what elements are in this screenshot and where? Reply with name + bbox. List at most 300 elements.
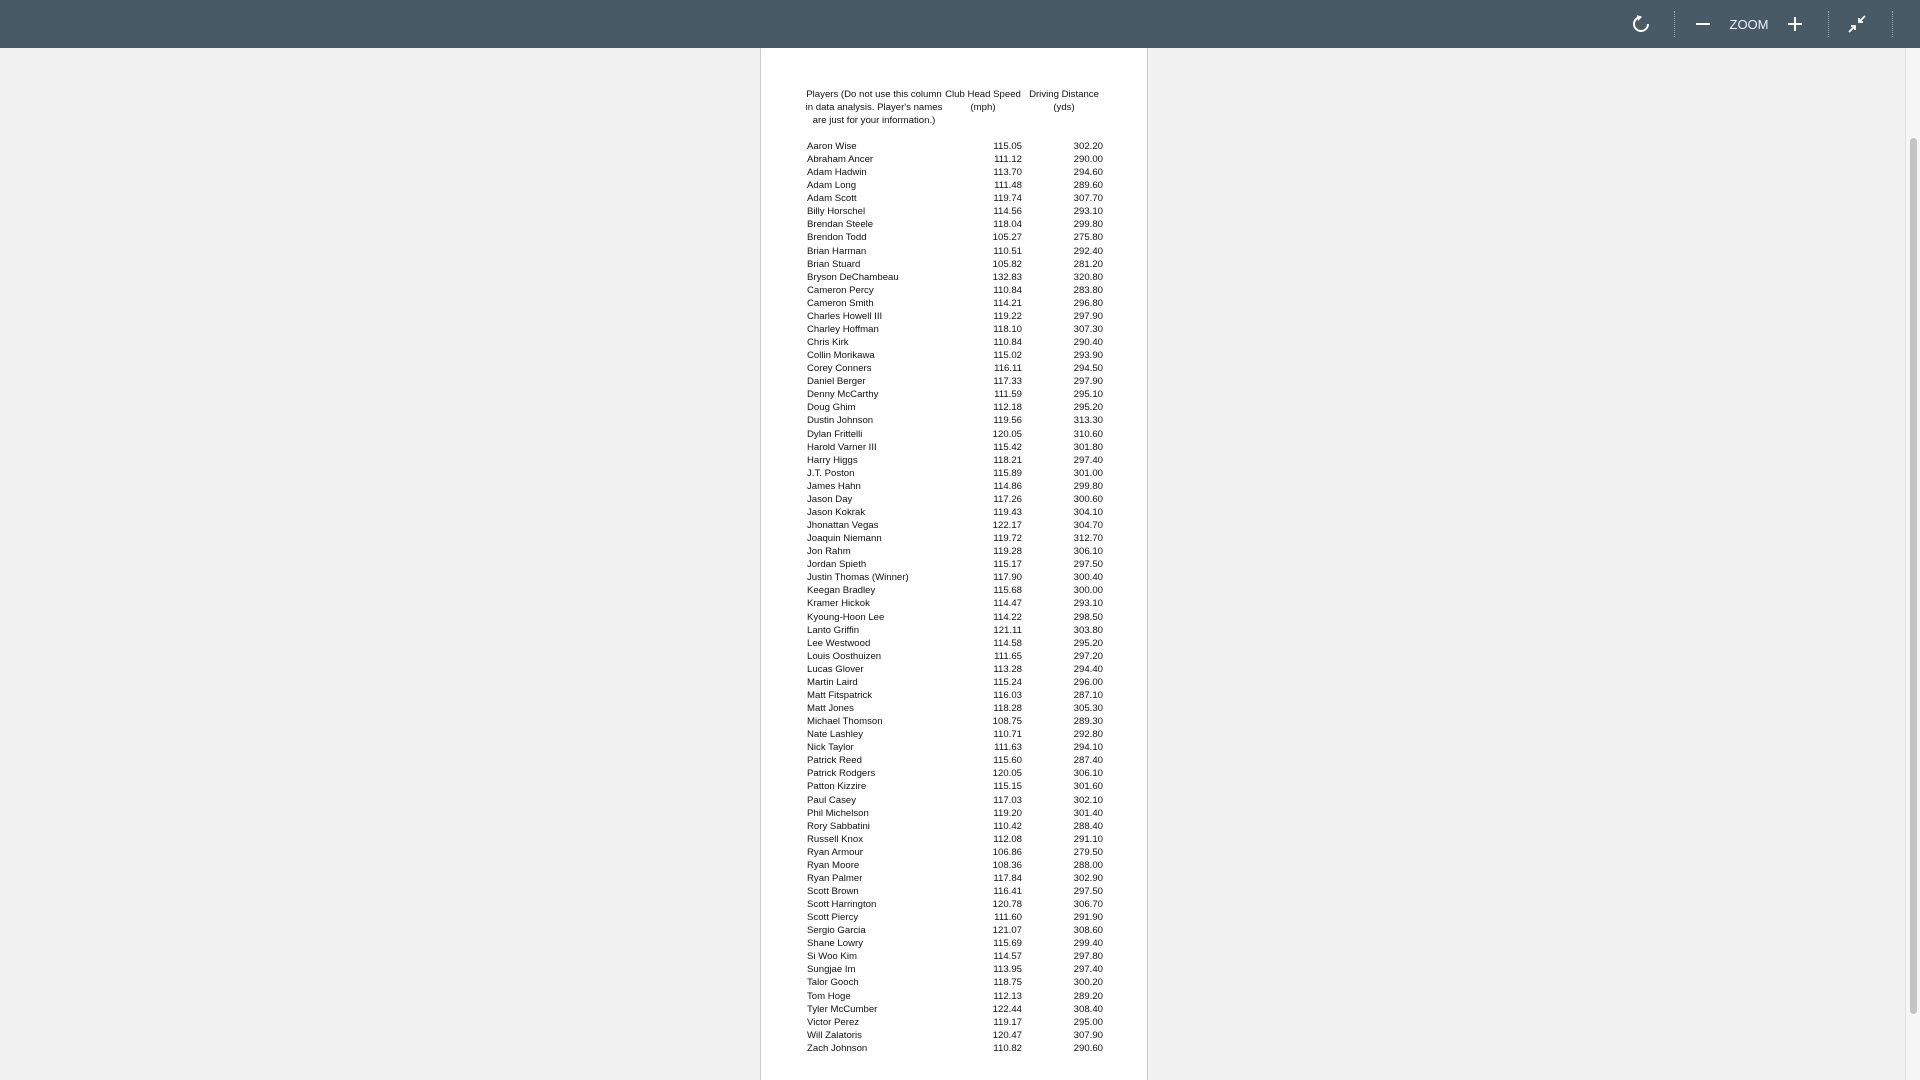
player-name: Dylan Frittelli	[807, 428, 863, 440]
club-head-speed: 105.27	[992, 232, 1022, 244]
exit-fullscreen-icon	[1848, 15, 1866, 33]
club-head-speed: 115.60	[993, 755, 1022, 767]
club-head-speed: 114.56	[993, 206, 1022, 218]
player-name: Cameron Smith	[807, 297, 874, 309]
driving-distance: 296.80	[1073, 297, 1103, 309]
club-head-speed: 111.65	[994, 650, 1022, 662]
player-name: Victor Perez	[807, 1016, 860, 1028]
club-head-speed: 115.17	[993, 559, 1022, 571]
player-name: Scott Harrington	[807, 899, 877, 911]
rotate-button[interactable]	[1626, 0, 1656, 48]
player-name: Lee Westwood	[807, 637, 871, 649]
driving-distance: 290.40	[1073, 337, 1103, 349]
driving-distance: 291.10	[1073, 833, 1103, 845]
driving-distance: 288.40	[1073, 820, 1103, 832]
player-name: Martin Laird	[807, 676, 858, 688]
club-head-speed: 110.42	[993, 820, 1022, 832]
player-name: Phil Michelson	[807, 807, 869, 819]
driving-distance: 312.70	[1073, 533, 1103, 545]
table-row	[761, 651, 1149, 664]
club-head-speed: 122.44	[992, 1003, 1022, 1015]
table-row	[761, 598, 1149, 611]
driving-distance: 302.10	[1073, 794, 1103, 806]
club-head-speed: 119.43	[993, 506, 1022, 518]
player-name: Ryan Palmer	[807, 872, 863, 884]
driving-distance: 290.00	[1073, 154, 1103, 166]
table-row	[761, 311, 1149, 324]
table-row	[761, 494, 1149, 507]
club-head-speed: 118.28	[993, 703, 1022, 714]
club-head-speed: 113.28	[993, 663, 1022, 675]
driving-distance: 306.10	[1073, 768, 1103, 780]
club-head-speed: 110.84	[993, 284, 1022, 296]
players-header	[804, 89, 944, 127]
table-row	[761, 455, 1149, 468]
club-head-speed: 111.48	[994, 180, 1022, 192]
player-name: Sungjae Im	[807, 964, 856, 976]
table-row	[761, 886, 1149, 899]
club-head-speed: 117.84	[993, 872, 1022, 884]
player-name: Charley Hoffman	[807, 323, 879, 335]
player-name: Will Zalatoris	[807, 1029, 862, 1041]
player-name: Daniel Berger	[807, 376, 866, 388]
player-name: Shane Lowry	[807, 938, 863, 950]
player-name: Paul Casey	[807, 794, 857, 806]
table-row	[761, 285, 1149, 298]
driving-distance: 292.80	[1073, 729, 1103, 741]
player-name: Louis Oosthuizen	[807, 650, 882, 662]
player-name: Billy Horschel	[807, 206, 866, 218]
driving-distance: 301.40	[1073, 807, 1103, 819]
driving-distance: 295.20	[1073, 637, 1103, 649]
club-head-speed: 115.42	[993, 441, 1022, 453]
table-row	[761, 442, 1149, 455]
table-row	[761, 755, 1149, 768]
driving-distance: 297.80	[1073, 951, 1103, 963]
table-row	[761, 180, 1149, 193]
player-name: Tom Hoge	[807, 990, 851, 1002]
club-head-speed: 118.10	[993, 323, 1022, 335]
table-row	[761, 246, 1149, 259]
table-row	[761, 272, 1149, 285]
club-head-speed: 118.21	[993, 454, 1022, 466]
table-row	[761, 964, 1149, 977]
driving-distance: 295.20	[1073, 402, 1103, 414]
club-head-speed: 106.86	[992, 846, 1022, 858]
driving-distance: 294.10	[1073, 742, 1103, 754]
club-head-speed: 113.70	[993, 167, 1022, 179]
driving-distance: 299.80	[1073, 219, 1103, 231]
player-name: Kyoung-Hoon Lee	[807, 611, 885, 623]
player-name: Cameron Percy	[807, 284, 874, 296]
player-name: Patrick Reed	[807, 755, 862, 767]
driving-distance: 292.40	[1073, 245, 1103, 257]
table-row	[761, 1004, 1149, 1017]
table-row	[761, 533, 1149, 546]
divider	[1892, 11, 1893, 37]
driving-distance: 310.60	[1073, 428, 1103, 440]
player-name: Jason Kokrak	[807, 506, 866, 518]
driving-distance: 299.80	[1073, 480, 1103, 492]
club-head-speed: 114.47	[993, 598, 1022, 610]
driving-distance: 306.70	[1073, 899, 1103, 911]
club-head-speed: 115.05	[993, 141, 1022, 152]
player-name: Jon Rahm	[807, 546, 851, 558]
player-name: Harry Higgs	[807, 454, 858, 466]
player-name: Abraham Ancer	[807, 154, 874, 166]
player-name: J.T. Poston	[807, 467, 855, 479]
player-name: Nick Taylor	[807, 742, 854, 754]
vertical-scrollbar[interactable]	[1905, 48, 1920, 1080]
table-row	[761, 912, 1149, 925]
zoom-in-button[interactable]	[1782, 0, 1808, 48]
driving-distance: 306.10	[1073, 546, 1103, 558]
table-row	[761, 625, 1149, 638]
club-head-speed: 105.82	[992, 258, 1022, 270]
club-head-speed: 112.08	[993, 833, 1022, 845]
player-name: Sergio Garcia	[807, 925, 866, 937]
table-row	[761, 298, 1149, 311]
driving-distance: 307.90	[1073, 1029, 1103, 1041]
player-name: Lanto Griffin	[807, 624, 860, 636]
player-name: Ryan Armour	[807, 846, 863, 858]
club-head-speed: 119.28	[993, 546, 1022, 558]
driving-distance: 295.10	[1073, 389, 1103, 401]
driving-distance: 281.20	[1073, 258, 1103, 270]
zoom-in-icon	[1787, 16, 1803, 32]
table-row	[761, 363, 1149, 376]
table-row	[761, 768, 1149, 781]
player-name: Zach Johnson	[807, 1042, 868, 1054]
rotate-icon	[1631, 14, 1651, 34]
table-row	[761, 716, 1149, 729]
player-name: Corey Conners	[807, 363, 872, 375]
driving-distance: 305.30	[1073, 703, 1103, 714]
driving-distance: 290.60	[1073, 1042, 1103, 1054]
player-name: Brian Harman	[807, 245, 867, 257]
club-head-speed: 119.72	[993, 533, 1022, 545]
club-head-speed: 116.11	[994, 363, 1022, 375]
table-row	[761, 415, 1149, 428]
club-head-speed: 108.36	[992, 859, 1022, 871]
table-row	[761, 337, 1149, 350]
club-head-speed: 119.17	[993, 1016, 1022, 1028]
driving-distance: 297.90	[1073, 310, 1103, 322]
table-row	[761, 991, 1149, 1004]
player-name: Adam Hadwin	[807, 167, 867, 179]
driving-distance: 288.00	[1073, 859, 1103, 871]
driving-distance: 301.00	[1073, 467, 1103, 479]
driving-distance: 301.80	[1073, 441, 1103, 453]
player-name: Scott Piercy	[807, 912, 859, 924]
driving-distance: 291.90	[1073, 912, 1103, 924]
zoom-out-button[interactable]	[1690, 0, 1716, 48]
zoom-label: ZOOM	[1729, 16, 1769, 32]
club-head-speed: 111.60	[994, 912, 1022, 924]
player-name: Harold Varner III	[807, 441, 877, 453]
player-name: Aaron Wise	[807, 141, 857, 152]
club-head-speed: 115.15	[993, 781, 1022, 793]
club-head-speed: 113.95	[993, 964, 1022, 976]
player-name: Brendan Steele	[807, 219, 874, 231]
club-head-speed: 114.21	[993, 297, 1022, 309]
table-row	[761, 468, 1149, 481]
table-row	[761, 167, 1149, 180]
driving-distance: 308.40	[1073, 1003, 1103, 1015]
player-name: Brendon Todd	[807, 232, 867, 244]
driving-distance: 294.50	[1073, 363, 1103, 375]
driving-distance: 297.50	[1073, 559, 1103, 571]
player-name: Doug Ghim	[807, 402, 856, 414]
header-line: (yds)	[1053, 101, 1075, 113]
player-name: James Hahn	[807, 480, 861, 492]
player-name: Rory Sabbatini	[807, 820, 870, 832]
club-head-speed: 115.68	[993, 585, 1022, 597]
driving-distance: 283.80	[1073, 284, 1103, 296]
driving-distance: 320.80	[1073, 271, 1103, 283]
table-row	[761, 612, 1149, 625]
driving-distance: 304.70	[1073, 520, 1103, 532]
driving-distance: 301.60	[1073, 781, 1103, 793]
club-head-speed: 132.83	[992, 271, 1022, 283]
table-row	[761, 232, 1149, 245]
club-head-speed: 119.56	[993, 415, 1022, 427]
driving-distance-header	[1014, 89, 1114, 115]
driving-distance: 297.40	[1073, 454, 1103, 466]
driving-distance: 289.20	[1073, 990, 1103, 1002]
club-head-speed: 119.20	[993, 807, 1022, 819]
table-row	[761, 781, 1149, 794]
player-name: Brian Stuard	[807, 258, 861, 270]
table-row	[761, 481, 1149, 494]
header-line: Driving Distance	[1029, 89, 1099, 100]
driving-distance: 293.90	[1073, 350, 1103, 362]
table-row	[761, 1043, 1149, 1056]
table-row	[761, 938, 1149, 951]
table-row	[761, 742, 1149, 755]
driving-distance: 303.80	[1073, 624, 1103, 636]
club-head-speed: 110.51	[993, 245, 1022, 257]
table-row	[761, 729, 1149, 742]
club-head-speed: 118.75	[993, 977, 1022, 989]
driving-distance: 275.80	[1073, 232, 1103, 244]
club-head-speed: 120.47	[992, 1029, 1022, 1041]
club-head-speed: 117.26	[993, 493, 1022, 505]
club-head-speed: 111.63	[994, 742, 1022, 754]
zoom-out-icon	[1695, 16, 1711, 32]
table-row	[761, 677, 1149, 690]
player-name: Jordan Spieth	[807, 559, 867, 571]
club-head-speed: 115.89	[993, 467, 1022, 479]
player-name: Lucas Glover	[807, 663, 864, 675]
player-name: Adam Long	[807, 180, 857, 192]
header-line: in data analysis. Player's names	[805, 101, 943, 113]
club-head-speed: 108.75	[992, 716, 1022, 728]
club-head-speed: 111.59	[994, 389, 1022, 401]
club-head-speed: 112.13	[993, 990, 1022, 1002]
driving-distance: 307.30	[1073, 323, 1103, 335]
table-row	[761, 795, 1149, 808]
table-row	[761, 376, 1149, 389]
driving-distance: 300.60	[1073, 493, 1103, 505]
club-head-speed: 110.84	[993, 337, 1022, 349]
table-row	[761, 546, 1149, 559]
table-row	[761, 559, 1149, 572]
table-row	[761, 703, 1149, 716]
club-head-speed: 116.03	[993, 689, 1022, 701]
driving-distance: 294.60	[1073, 167, 1103, 179]
driving-distance: 300.20	[1073, 977, 1103, 989]
table-row	[761, 193, 1149, 206]
header-line: (mph)	[970, 101, 996, 113]
player-name: Nate Lashley	[807, 729, 863, 741]
player-name: Adam Scott	[807, 193, 857, 205]
club-head-speed: 116.41	[993, 885, 1022, 897]
club-head-speed: 115.02	[993, 350, 1022, 362]
driving-distance: 289.30	[1073, 716, 1103, 728]
driving-distance: 313.30	[1073, 415, 1103, 427]
table-row	[761, 429, 1149, 442]
club-head-speed: 110.82	[993, 1042, 1022, 1054]
club-head-speed: 122.17	[992, 520, 1022, 532]
player-name: Keegan Bradley	[807, 585, 876, 597]
player-name: Russell Knox	[807, 833, 863, 845]
driving-distance: 300.00	[1073, 585, 1103, 597]
player-name: Chris Kirk	[807, 337, 849, 349]
table-row	[761, 324, 1149, 337]
player-name: Denny McCarthy	[807, 389, 879, 401]
exit-fullscreen-button[interactable]	[1844, 0, 1870, 48]
club-head-speed: 115.69	[993, 938, 1022, 950]
club-head-speed: 112.18	[993, 402, 1022, 414]
table-row	[761, 860, 1149, 873]
club-head-speed: 111.12	[994, 154, 1022, 166]
player-name: Jhonattan Vegas	[807, 520, 879, 532]
driving-distance: 287.10	[1073, 689, 1103, 701]
table-row	[761, 154, 1149, 167]
document-page	[760, 48, 1148, 1080]
club-head-speed: 117.03	[993, 794, 1022, 806]
scrollbar-thumb[interactable]	[1910, 138, 1917, 1014]
player-name: Jason Day	[807, 493, 853, 505]
player-name: Charles Howell III	[807, 310, 883, 322]
club-head-speed: 114.86	[993, 480, 1022, 492]
header-line: Players (Do not use this column	[806, 89, 942, 100]
driving-distance: 308.60	[1073, 925, 1103, 937]
player-name: Dustin Johnson	[807, 415, 874, 427]
table-row	[761, 520, 1149, 533]
divider	[1674, 11, 1675, 37]
table-row	[761, 925, 1149, 938]
table-row	[761, 977, 1149, 990]
table-row	[761, 507, 1149, 520]
table-row	[761, 402, 1149, 415]
driving-distance: 298.50	[1073, 611, 1103, 623]
table-row	[761, 834, 1149, 847]
table-row	[761, 259, 1149, 272]
driving-distance: 296.00	[1073, 676, 1103, 688]
club-head-speed: 120.05	[992, 768, 1022, 780]
driving-distance: 302.90	[1073, 872, 1103, 884]
player-name: Matt Fitspatrick	[807, 689, 873, 701]
divider	[1828, 11, 1829, 37]
driving-distance: 297.20	[1073, 650, 1103, 662]
table-row	[761, 899, 1149, 912]
table-row	[761, 572, 1149, 585]
player-name: Matt Jones	[807, 703, 854, 714]
table-row	[761, 389, 1149, 402]
player-name: Kramer Hickok	[807, 598, 870, 610]
table-row	[761, 1030, 1149, 1043]
player-name: Bryson DeChambeau	[807, 271, 899, 283]
driving-distance: 300.40	[1073, 572, 1103, 584]
club-head-speed: 115.24	[993, 676, 1022, 688]
driving-distance: 287.40	[1073, 755, 1103, 767]
driving-distance: 289.60	[1073, 180, 1103, 192]
driving-distance: 293.10	[1073, 206, 1103, 218]
player-name: Collin Morikawa	[807, 350, 875, 362]
club-head-speed: 114.22	[993, 611, 1022, 623]
player-name: Justin Thomas (Winner)	[807, 572, 909, 584]
player-name: Scott Brown	[807, 885, 859, 897]
table-row	[761, 206, 1149, 219]
player-name: Michael Thomson	[807, 716, 883, 728]
club-head-speed: 121.07	[992, 925, 1022, 937]
table-row	[761, 873, 1149, 886]
player-name: Joaquin Niemann	[807, 533, 882, 545]
header-line: Club Head Speed	[945, 89, 1021, 100]
club-head-speed: 114.58	[993, 637, 1022, 649]
table-row	[761, 638, 1149, 651]
driving-distance: 297.90	[1073, 376, 1103, 388]
player-name: Tyler McCumber	[807, 1003, 878, 1015]
table-row	[761, 808, 1149, 821]
driving-distance: 293.10	[1073, 598, 1103, 610]
club-head-speed: 120.05	[992, 428, 1022, 440]
driving-distance: 302.20	[1073, 141, 1103, 152]
table-row	[761, 219, 1149, 232]
club-head-speed: 110.71	[993, 729, 1022, 741]
driving-distance: 307.70	[1073, 193, 1103, 205]
driving-distance: 297.50	[1073, 885, 1103, 897]
table-row	[761, 350, 1149, 363]
club-head-speed: 117.90	[993, 572, 1022, 584]
player-name: Patton Kizzire	[807, 781, 867, 793]
club-head-speed: 121.11	[993, 624, 1022, 636]
club-head-speed: 119.74	[993, 193, 1022, 205]
table-row	[761, 1017, 1149, 1030]
driving-distance: 294.40	[1073, 663, 1103, 675]
club-head-speed: 120.78	[992, 899, 1022, 911]
table-row	[761, 847, 1149, 860]
table-row	[761, 141, 1149, 154]
club-head-speed: 114.57	[993, 951, 1022, 963]
player-name: Talor Gooch	[807, 977, 859, 989]
player-name: Patrick Rodgers	[807, 768, 876, 780]
player-name: Ryan Moore	[807, 859, 860, 871]
driving-distance: 279.50	[1073, 846, 1103, 858]
viewer-toolbar	[0, 0, 1920, 48]
header-line: are just for your information.)	[812, 114, 936, 126]
driving-distance: 304.10	[1073, 506, 1103, 518]
table-row	[761, 951, 1149, 964]
club-head-speed: 117.33	[993, 376, 1022, 388]
driving-distance: 295.00	[1073, 1016, 1103, 1028]
driving-distance: 297.40	[1073, 964, 1103, 976]
driving-distance: 299.40	[1073, 938, 1103, 950]
table-row	[761, 664, 1149, 677]
table-row	[761, 585, 1149, 598]
